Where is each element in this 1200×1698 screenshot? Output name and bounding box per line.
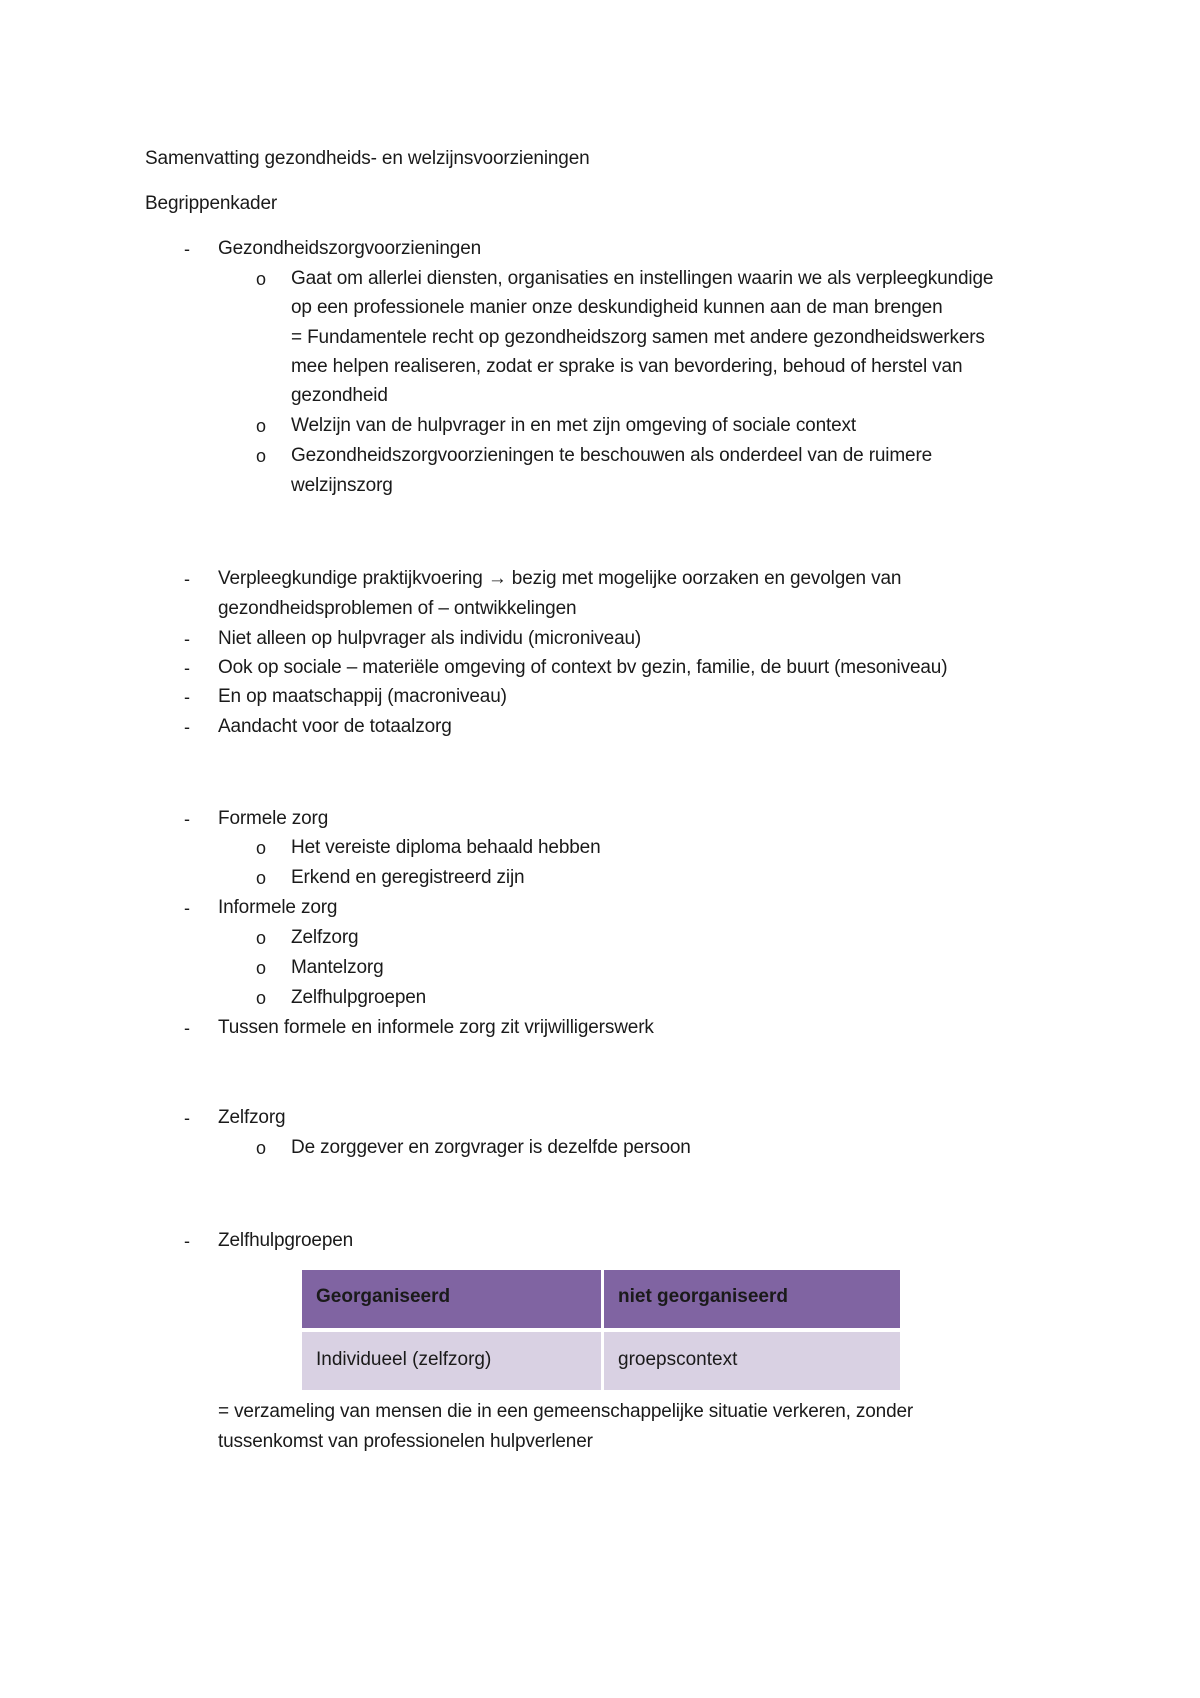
- section-heading: Begrippenkader: [145, 193, 278, 214]
- list-item: Ook op sociale – materiële omgeving of context bv gezin, familie, de buurt (mesoniveau): [218, 657, 948, 678]
- list-item: Gezondheidszorgvoorzieningen: [218, 238, 482, 259]
- bullet-marker: o: [256, 928, 267, 948]
- bullet-marker: o: [256, 988, 267, 1008]
- list-item: Niet alleen op hulpvrager als individu (microniveau): [218, 628, 642, 649]
- sub-item-line: Mantelzorg: [291, 957, 384, 978]
- self-help-groups-table: [302, 1270, 900, 1390]
- sub-item-line: Het vereiste diploma behaald hebben: [291, 837, 601, 858]
- table-header-cell: Georganiseerd: [302, 1270, 601, 1328]
- definition-note-line: = verzameling van mensen die in een gemeenschappelijke situatie verkeren, zonder: [218, 1401, 914, 1422]
- document-title: Samenvatting gezondheids- en welzijnsvoorzieningen: [145, 148, 590, 169]
- list-item: Formele zorg: [218, 808, 329, 829]
- sub-item-line: = Fundamentele recht op gezondheidszorg samen met andere gezondheidswerkers: [291, 327, 985, 348]
- sub-item-line: Erkend en geregistreerd zijn: [291, 867, 525, 888]
- dash-marker: -: [184, 658, 190, 678]
- list-item: Aandacht voor de totaalzorg: [218, 716, 452, 737]
- bullet-marker: o: [256, 269, 267, 289]
- list-item: Verpleegkundige praktijkvoering → bezig met mogelijke oorzaken en gevolgen van: [218, 568, 902, 589]
- list-item: En op maatschappij (macroniveau): [218, 686, 507, 707]
- dash-marker: -: [184, 809, 190, 829]
- dash-marker: -: [184, 629, 190, 649]
- sub-item-line: gezondheid: [291, 385, 388, 406]
- bullet-marker: o: [256, 868, 267, 888]
- sub-item-line: welzijnszorg: [291, 475, 393, 496]
- table-cell: groepscontext: [604, 1332, 900, 1390]
- dash-marker: -: [184, 687, 190, 707]
- sub-item-line: Welzijn van de hulpvrager in en met zijn omgeving of sociale context: [291, 415, 857, 436]
- bullet-marker: o: [256, 838, 267, 858]
- dash-marker: -: [184, 1018, 190, 1038]
- sub-item-line: op een professionele manier onze deskundigheid kunnen aan de man brengen: [291, 297, 943, 318]
- sub-item-line: Gaat om allerlei diensten, organisaties en instellingen waarin we als verpleegkundige: [291, 268, 994, 289]
- sub-item-line: Gezondheidszorgvoorzieningen te beschouwen als onderdeel van de ruimere: [291, 445, 933, 466]
- list-item-continuation: gezondheidsproblemen of – ontwikkelingen: [218, 598, 577, 619]
- bullet-marker: o: [256, 1138, 267, 1158]
- dash-marker: -: [184, 898, 190, 918]
- dash-marker: -: [184, 1231, 190, 1251]
- bullet-marker: o: [256, 446, 267, 466]
- list-item: Informele zorg: [218, 897, 338, 918]
- list-item: Tussen formele en informele zorg zit vrijwilligerswerk: [218, 1017, 654, 1038]
- table-cell: Individueel (zelfzorg): [302, 1332, 601, 1390]
- dash-marker: -: [184, 569, 190, 589]
- sub-item-line: Zelfhulpgroepen: [291, 987, 427, 1008]
- sub-item-line: Zelfzorg: [291, 927, 359, 948]
- table-header-cell: niet georganiseerd: [604, 1270, 900, 1328]
- dash-marker: -: [184, 239, 190, 259]
- sub-item-line: De zorggever en zorgvrager is dezelfde persoon: [291, 1137, 691, 1158]
- list-item: Zelfhulpgroepen: [218, 1230, 354, 1251]
- sub-item-line: mee helpen realiseren, zodat er sprake is van bevordering, behoud of herstel van: [291, 356, 963, 377]
- bullet-marker: o: [256, 416, 267, 436]
- definition-note-line: tussenkomst van professionelen hulpverlener: [218, 1431, 593, 1452]
- dash-marker: -: [184, 1108, 190, 1128]
- bullet-marker: o: [256, 958, 267, 978]
- list-item: Zelfzorg: [218, 1107, 286, 1128]
- dash-marker: -: [184, 717, 190, 737]
